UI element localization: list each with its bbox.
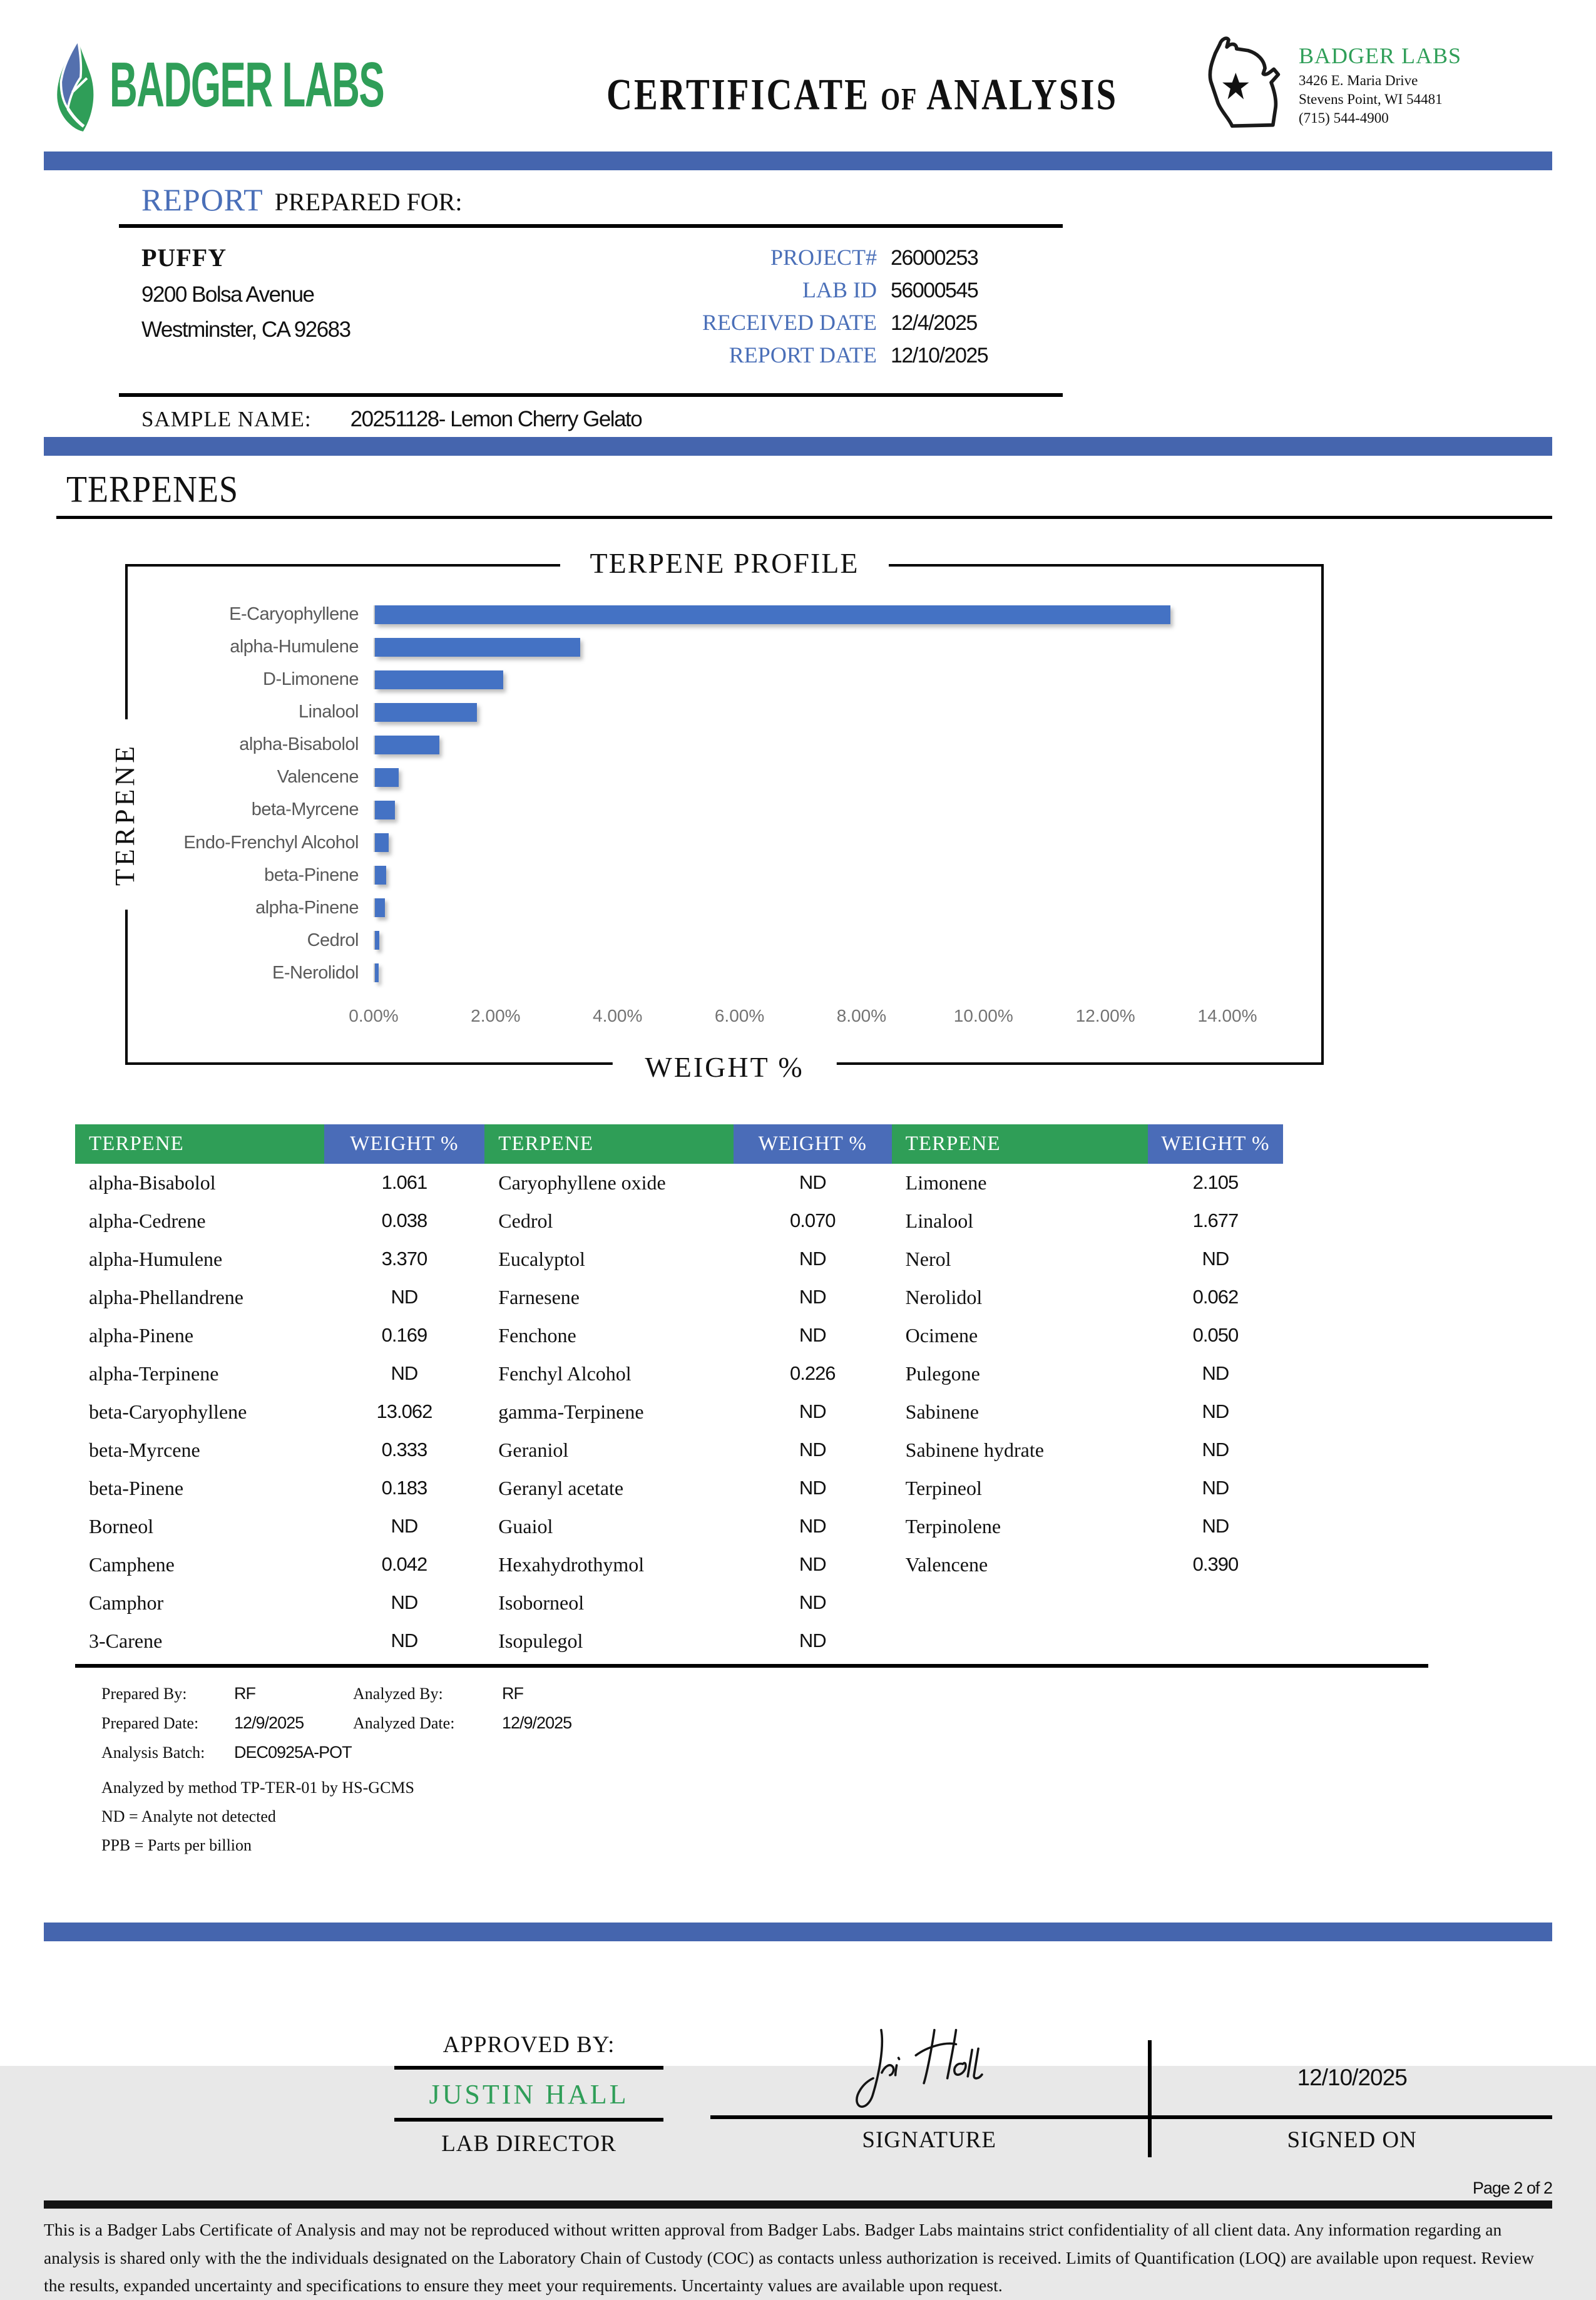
x-axis-tick-label: 4.00%: [593, 1006, 643, 1025]
chart-bar-track: [374, 833, 1227, 852]
terpene-value-cell: 2.105: [1192, 1171, 1239, 1193]
terpene-name-cell: alpha-Pinene: [89, 1324, 194, 1347]
ppb-note: PPB = Parts per billion: [101, 1836, 252, 1854]
lab-address-line1: 3426 E. Maria Drive: [1299, 73, 1418, 89]
analyzed-date-label: Analyzed Date:: [353, 1714, 455, 1732]
chart-bar-row: [128, 794, 1227, 825]
terpene-value-cell: 0.038: [381, 1209, 427, 1231]
client-block: [141, 243, 620, 374]
terpene-value-cell: ND: [799, 1324, 826, 1346]
x-axis-tick-label: 0.00%: [349, 1006, 399, 1025]
terpene-name-cell: Caryophyllene oxide: [498, 1171, 666, 1194]
analysis-batch-value: DEC0925A-POT: [234, 1743, 352, 1762]
chart-bar-track: [374, 670, 1227, 689]
terpene-value-cell: ND: [799, 1630, 826, 1651]
terpene-name-cell: Nerolidol: [905, 1286, 983, 1308]
lab-address-block: [1299, 43, 1461, 128]
approved-by-label: APPROVED BY:: [394, 2031, 663, 2070]
meta-row-received-date: [620, 309, 1063, 336]
chart-bar-row: [128, 632, 1227, 662]
terpene-value-cell: ND: [1202, 1362, 1229, 1384]
terpene-name-cell: alpha-Terpinene: [89, 1362, 219, 1385]
prepared-date-value: 12/9/2025: [234, 1713, 304, 1732]
terpene-name-cell: Pulegone: [905, 1362, 980, 1385]
chart-bar-track: [374, 736, 1227, 754]
chart-category-label: E-Nerolidol: [272, 962, 359, 983]
report-date-value: 12/10/2025: [891, 344, 988, 367]
leaf-logo-icon: [44, 38, 113, 133]
chart-bar-track: [374, 768, 1227, 787]
chart-x-axis-ticks: [349, 1006, 1257, 1032]
chart-bar: [375, 703, 477, 722]
analysis-batch-label: Analysis Batch:: [101, 1743, 205, 1762]
terpene-name-cell: Fenchone: [498, 1324, 576, 1347]
chart-bar-row: [128, 599, 1227, 630]
brand-logo-text: BADGER LABS: [110, 49, 384, 121]
terpene-name-cell: Isoborneol: [498, 1591, 585, 1614]
x-axis-tick-label: 12.00%: [1075, 1006, 1135, 1025]
terpene-value-cell: [1148, 1622, 1283, 1660]
section-title: TERPENES: [66, 468, 239, 510]
approver-title: LAB DIRECTOR: [441, 2131, 616, 2157]
document-title-word2: OF: [881, 81, 918, 116]
x-axis-tick-label: 10.00%: [953, 1006, 1013, 1025]
footer-rule: [44, 2200, 1552, 2209]
project-number-value: 26000253: [891, 246, 978, 270]
lab-address: [1299, 71, 1461, 128]
chart-bar-row: [128, 697, 1227, 727]
chart-bar-row: [128, 762, 1227, 793]
terpene-value-cell: ND: [391, 1515, 418, 1537]
report-meta-block: [620, 243, 1063, 374]
blue-divider-bar: [44, 1923, 1552, 1941]
lab-id-value: 56000545: [891, 279, 978, 302]
terpene-value-cell: ND: [799, 1171, 826, 1193]
lab-name: BADGER LABS: [1299, 43, 1462, 69]
terpene-value-cell: 0.226: [789, 1362, 836, 1384]
chart-bar-row: [128, 828, 1227, 858]
chart-bar-track: [374, 703, 1227, 722]
x-axis-tick-label: 6.00%: [714, 1006, 765, 1025]
header: [44, 24, 1552, 146]
signed-on-date: 12/10/2025: [1148, 2040, 1552, 2115]
chart-plot-area: [128, 599, 1227, 988]
document-title-word1: CERTIFICATE: [606, 69, 870, 119]
sample-name-label: SAMPLE NAME:: [141, 407, 312, 431]
chart-y-axis-label: TERPENE: [106, 719, 145, 910]
terpene-name-cell: alpha-Humulene: [89, 1248, 223, 1270]
chart-category-label: alpha-Pinene: [255, 897, 359, 918]
report-heading-secondary: PREPARED FOR:: [274, 188, 463, 216]
client-address-line1: 9200 Bolsa Avenue: [141, 282, 314, 307]
received-date-value: 12/4/2025: [891, 311, 977, 335]
chart-category-label: Cedrol: [307, 930, 359, 950]
terpene-name-cell: Camphene: [89, 1553, 175, 1576]
terpene-name-cell: Sabinene: [905, 1400, 979, 1423]
table-header-terpene: TERPENE: [484, 1124, 734, 1164]
terpene-name-cell: 3-Carene: [89, 1630, 163, 1652]
terpene-name-cell: beta-Pinene: [89, 1477, 184, 1499]
chart-bar-row: [128, 664, 1227, 695]
analyzed-by-label: Analyzed By:: [353, 1685, 443, 1703]
chart-bar: [375, 898, 385, 917]
terpene-name-cell: Camphor: [89, 1591, 164, 1614]
terpene-value-cell: 0.070: [789, 1209, 836, 1231]
document-title-word3: ANALYSIS: [926, 69, 1118, 119]
terpene-value-cell: [1148, 1584, 1283, 1622]
terpene-value-cell: ND: [1202, 1515, 1229, 1537]
terpene-value-cell: 13.062: [376, 1400, 432, 1422]
chart-category-label: Valencene: [277, 767, 359, 788]
table-header-weight: WEIGHT %: [734, 1124, 892, 1164]
terpene-value-cell: ND: [799, 1248, 826, 1270]
chart-bar-row: [128, 893, 1227, 923]
lab-address-line2: Stevens Point, WI 54481: [1299, 91, 1443, 108]
terpene-name-cell: Valencene: [905, 1553, 988, 1576]
terpene-value-cell: ND: [799, 1439, 826, 1461]
signature-labels-row: [710, 2119, 1552, 2157]
chart-bar-track: [374, 963, 1227, 982]
chart-bar-row: [128, 925, 1227, 956]
report-heading-primary: REPORT: [141, 182, 263, 217]
report-info-section: [119, 178, 1063, 437]
x-axis-tick-label: 8.00%: [836, 1006, 887, 1025]
chart-category-label: Linalool: [299, 702, 359, 722]
chart-bar: [375, 605, 1170, 624]
prepared-by-value: RF: [234, 1684, 255, 1703]
lab-id-label: LAB ID: [802, 277, 877, 302]
terpene-name-cell: gamma-Terpinene: [498, 1400, 644, 1423]
chart-bar: [375, 768, 399, 787]
lab-phone: (715) 544-4900: [1299, 110, 1389, 126]
meta-row-project: [620, 244, 1063, 270]
wisconsin-map-icon: [1186, 32, 1292, 138]
chart-bar-row: [128, 860, 1227, 891]
terpene-value-cell: ND: [391, 1362, 418, 1384]
terpene-name-cell: Hexahydrothymol: [498, 1553, 645, 1576]
approved-by-block: [394, 2031, 663, 2157]
sample-name-row: [119, 393, 1063, 437]
chart-bar-track: [374, 605, 1227, 624]
terpenes-section: [44, 468, 1552, 519]
chart-bar-track: [374, 898, 1227, 917]
terpene-results-table: [75, 1124, 1283, 1668]
terpene-name-cell: Terpineol: [905, 1477, 982, 1499]
terpene-name-cell: alpha-Bisabolol: [89, 1171, 216, 1194]
chart-bar-row: [128, 958, 1227, 988]
chart-category-label: alpha-Humulene: [230, 637, 359, 657]
terpene-name-cell: beta-Myrcene: [89, 1439, 200, 1461]
signature-image: [710, 2015, 1148, 2115]
terpene-name-cell: Geraniol: [498, 1439, 569, 1461]
terpene-name-cell: Limonene: [905, 1171, 987, 1194]
chart-bar: [375, 931, 379, 950]
terpene-value-cell: ND: [1202, 1477, 1229, 1499]
nd-note: ND = Analyte not detected: [101, 1807, 276, 1825]
x-axis-tick-label: 2.00%: [471, 1006, 521, 1025]
terpene-value-cell: 0.390: [1192, 1553, 1239, 1575]
terpene-value-cell: 1.677: [1192, 1209, 1239, 1231]
chart-category-label: Endo-Frenchyl Alcohol: [183, 832, 359, 853]
brand-logo: [44, 38, 538, 133]
approval-section: [44, 2015, 1552, 2157]
x-axis-tick-label: 14.00%: [1197, 1006, 1257, 1025]
terpene-table-grid: [75, 1124, 1283, 1660]
terpene-name-cell: Nerol: [905, 1248, 951, 1270]
chart-title: TERPENE PROFILE: [560, 547, 889, 580]
chart-category-label: D-Limonene: [263, 669, 359, 690]
signed-on-label: SIGNED ON: [1148, 2119, 1552, 2157]
prepared-date-label: Prepared Date:: [101, 1714, 199, 1732]
chart-category-label: alpha-Bisabolol: [239, 734, 359, 755]
terpene-value-cell: 0.042: [381, 1553, 427, 1575]
chart-bar: [375, 736, 439, 754]
terpene-value-cell: 0.050: [1192, 1324, 1239, 1346]
table-bottom-rule: [75, 1664, 1428, 1668]
preparer-grid: [101, 1684, 1552, 1762]
terpene-profile-chart: [110, 547, 1324, 1083]
terpene-value-cell: ND: [391, 1286, 418, 1308]
report-info-row: [119, 228, 1063, 393]
meta-row-report-date: [620, 342, 1063, 368]
project-number-label: PROJECT#: [770, 245, 877, 270]
terpene-value-cell: ND: [391, 1591, 418, 1613]
terpene-value-cell: ND: [799, 1286, 826, 1308]
table-header-terpene: TERPENE: [892, 1124, 1148, 1164]
chart-x-axis-label: WEIGHT %: [612, 1050, 836, 1084]
chart-bar: [375, 833, 389, 852]
terpene-name-cell: Cedrol: [498, 1209, 553, 1232]
chart-bar-track: [374, 801, 1227, 819]
terpene-name-cell: Isopulegol: [498, 1630, 583, 1652]
chart-bar: [375, 866, 386, 885]
terpene-name-cell: Sabinene hydrate: [905, 1439, 1044, 1461]
blue-divider-bar: [44, 437, 1552, 456]
terpene-value-cell: 0.333: [381, 1439, 427, 1461]
blue-divider-bar: [44, 151, 1552, 170]
terpene-name-cell: Terpinolene: [905, 1515, 1001, 1538]
terpene-name-cell: Linalool: [905, 1209, 974, 1232]
terpene-name-cell: [892, 1622, 1148, 1660]
chart-bar: [375, 801, 395, 819]
terpene-name-cell: Geranyl acetate: [498, 1477, 624, 1499]
page-number: Page 2 of 2: [1472, 2179, 1552, 2197]
terpene-value-cell: ND: [1202, 1439, 1229, 1461]
table-header-terpene: TERPENE: [75, 1124, 324, 1164]
terpene-value-cell: 0.062: [1192, 1286, 1239, 1308]
chart-bar-row: [128, 729, 1227, 760]
terpene-value-cell: ND: [1202, 1400, 1229, 1422]
analyzed-date-value: 12/9/2025: [502, 1713, 572, 1732]
chart-category-label: beta-Myrcene: [251, 799, 359, 820]
client-name: PUFFY: [141, 244, 227, 272]
chart-bar: [375, 670, 503, 689]
lab-contact-block: [1186, 32, 1552, 138]
terpene-name-cell: Eucalyptol: [498, 1248, 585, 1270]
terpene-value-cell: 3.370: [381, 1248, 427, 1270]
handwritten-signature-icon: [824, 2015, 1035, 2120]
terpene-value-cell: ND: [799, 1515, 826, 1537]
chart-bar: [375, 963, 379, 982]
analyzed-by-value: RF: [502, 1684, 523, 1703]
terpene-name-cell: [892, 1584, 1148, 1622]
chart-bar-track: [374, 931, 1227, 950]
terpene-name-cell: alpha-Cedrene: [89, 1209, 206, 1232]
terpene-name-cell: Ocimene: [905, 1324, 978, 1347]
terpene-name-cell: Farnesene: [498, 1286, 580, 1308]
chart-category-label: beta-Pinene: [264, 865, 359, 885]
client-address-line2: Westminster, CA 92683: [141, 317, 350, 342]
sample-name-value: 20251128- Lemon Cherry Gelato: [350, 407, 642, 431]
terpene-value-cell: ND: [799, 1553, 826, 1575]
report-date-label: REPORT DATE: [729, 342, 877, 367]
terpene-value-cell: 1.061: [381, 1171, 427, 1193]
method-note: Analyzed by method TP-TER-01 by HS-GCMS: [101, 1779, 414, 1797]
table-header-weight: WEIGHT %: [1148, 1124, 1283, 1164]
terpene-name-cell: beta-Caryophyllene: [89, 1400, 247, 1423]
terpene-value-cell: ND: [799, 1591, 826, 1613]
terpene-name-cell: alpha-Phellandrene: [89, 1286, 243, 1308]
signature-row: [710, 2015, 1552, 2119]
table-header-weight: WEIGHT %: [324, 1124, 485, 1164]
terpene-name-cell: Guaiol: [498, 1515, 553, 1538]
chart-bar-track: [374, 638, 1227, 657]
chart-category-label: E-Caryophyllene: [229, 604, 359, 624]
terpene-value-cell: ND: [391, 1630, 418, 1651]
terpene-name-cell: Borneol: [89, 1515, 154, 1538]
signature-label: SIGNATURE: [862, 2127, 996, 2153]
chart-bar-track: [374, 866, 1227, 885]
meta-row-lab-id: [620, 277, 1063, 303]
prepared-by-label: Prepared By:: [101, 1685, 187, 1703]
report-heading: [119, 178, 1063, 228]
terpene-value-cell: ND: [799, 1477, 826, 1499]
section-rule: [56, 516, 1552, 519]
chart-bar: [375, 638, 580, 657]
terpene-value-cell: 0.169: [381, 1324, 427, 1346]
terpene-value-cell: ND: [1202, 1248, 1229, 1270]
received-date-label: RECEIVED DATE: [702, 310, 877, 335]
disclaimer-text: This is a Badger Labs Certificate of Analysis and may not be reproduced without written approval from Badger Labs. Badger Labs maintains strict confidentiality of all client data. Any information regarding an analysis is shared only with the the individuals designated on the Laboratory Chain of Custody (COC) as contacts unless authorization is received. Limits of Quantification (LOQ) are available upon request. Review the results, expanded uncertainty and specifications to ensure they meet your requirements. Uncertainty values are available upon request.: [44, 2220, 1535, 2296]
terpene-value-cell: 0.183: [381, 1477, 427, 1499]
terpene-value-cell: ND: [799, 1400, 826, 1422]
terpene-name-cell: Fenchyl Alcohol: [498, 1362, 632, 1385]
signature-block: [710, 2015, 1552, 2157]
approver-name: JUSTIN HALL: [394, 2070, 663, 2122]
analysis-footnotes: [101, 1684, 1552, 1855]
document-title: [545, 68, 1179, 120]
